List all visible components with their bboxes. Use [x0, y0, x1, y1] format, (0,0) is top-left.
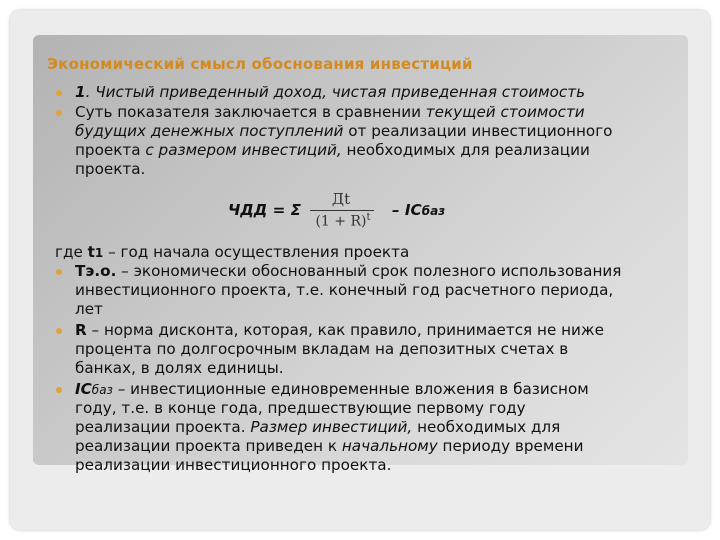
- fraction-numerator: Дt: [331, 190, 351, 208]
- where-line: где t1 – год начала осуществления проекта: [55, 243, 410, 261]
- term-ic-line-1: ICбаз – инвестиционные единовременные вложения в базисном: [75, 380, 589, 398]
- bullet-marker: [56, 110, 62, 116]
- formula-fraction: [308, 190, 374, 236]
- bullet-marker: [56, 90, 62, 96]
- term-ic-line-4: реализации проекта приведен к начальному периоду времени: [75, 437, 584, 455]
- term-te-line-1: Тэ.о. – экономически обоснованный срок полезного использования: [75, 262, 622, 280]
- term-te-line-3: лет: [75, 300, 103, 318]
- point-2-line-3: проекта с размером инвестиций, необходимых для реализации: [75, 141, 590, 159]
- fraction-bar: [310, 210, 374, 211]
- formula-investment-term: – ICбаз: [392, 201, 446, 219]
- fraction-denominator: $(1 + R)^t$: [315, 212, 371, 230]
- bullet-marker: [56, 269, 62, 275]
- point-2-line-2: будущих денежных поступлений от реализации инвестиционного: [75, 122, 613, 140]
- term-r-line-2: процента по долгосрочным вкладам на депозитных счетах в: [75, 340, 569, 358]
- term-te-line-2: инвестиционного проекта, т.е. конечный год расчетного периода,: [75, 281, 614, 299]
- slide-title: Экономический смысл обоснования инвестиций: [47, 55, 473, 73]
- bullet-marker: [56, 328, 62, 334]
- term-ic-line-3: реализации проекта. Размер инвестиций, необходимых для: [75, 418, 561, 436]
- point-2-line-1: Суть показателя заключается в сравнении текущей стоимости: [75, 103, 585, 121]
- bullet-marker: [56, 387, 62, 393]
- term-r-line-3: банках, в долях единицы.: [75, 359, 284, 377]
- point-1: 1. Чистый приведенный доход, чистая приведенная стоимость: [75, 83, 586, 101]
- term-ic-line-5: реализации инвестиционного проекта.: [75, 456, 392, 474]
- term-r-line-1: R – норма дисконта, которая, как правило, принимается не ниже: [75, 321, 604, 339]
- term-ic-line-2: году, т.е. в конце года, предшествующие первому году: [75, 399, 526, 417]
- formula-npv-label: ЧДД = Σ: [228, 201, 302, 219]
- point-2-line-4: проекта.: [75, 160, 146, 178]
